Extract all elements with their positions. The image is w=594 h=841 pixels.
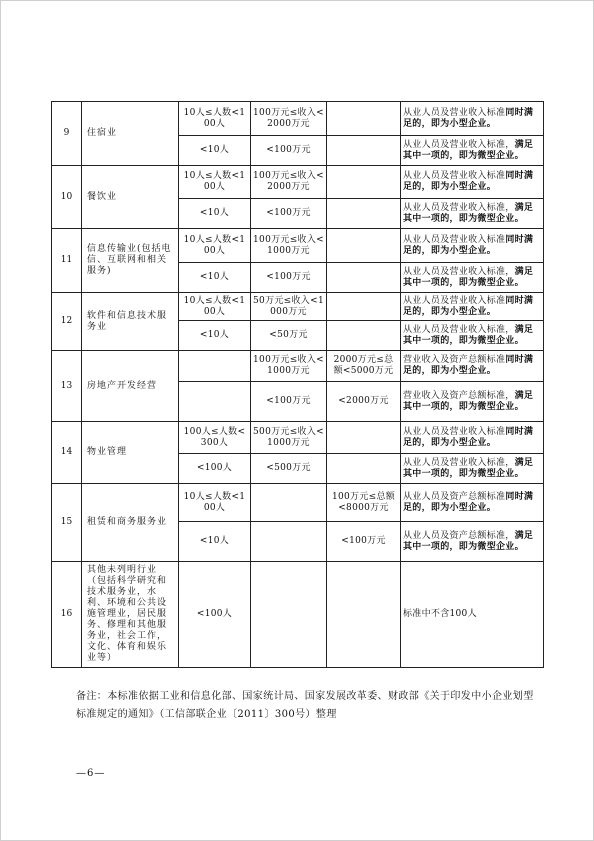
- standard-note: [401, 199, 544, 229]
- industry-name: 房地产开发经营: [82, 351, 179, 422]
- asset-criterion: [327, 321, 401, 351]
- standard-note-conclusion: 满足其中一项的，即为微型企业。: [403, 266, 534, 288]
- standard-note-text: 从业人员及资产总额标准，: [403, 530, 515, 541]
- asset-criterion: [327, 136, 401, 166]
- standard-note: [401, 229, 544, 263]
- table-row: [52, 422, 544, 454]
- employee-criterion: <10人: [179, 199, 251, 229]
- revenue-criterion: 100万元≤收入<2000万元: [251, 166, 327, 199]
- enterprise-classification-table: [51, 101, 544, 668]
- standard-note: [401, 351, 544, 382]
- standard-note-text: 营业收入及资产总额标准: [403, 355, 506, 365]
- table-row: [52, 166, 544, 199]
- employee-criterion: 100人≤人数<300人: [179, 422, 251, 454]
- table-row: [52, 484, 544, 522]
- standard-note-conclusion: 满足其中一项的，即为微型企业。: [403, 390, 534, 412]
- industry-name: 物业管理: [82, 422, 179, 484]
- standard-note-conclusion: 同时满足的，即为小型企业。: [403, 107, 534, 129]
- asset-criterion: [327, 199, 401, 229]
- standard-note-text: 从业人员及营业收入标准，: [403, 457, 515, 468]
- standard-note-text: 从业人员及营业收入标准: [403, 234, 506, 245]
- revenue-criterion: [251, 562, 327, 668]
- asset-criterion: [327, 562, 401, 668]
- standard-note: [401, 102, 544, 136]
- standard-note-text: 从业人员及营业收入标准，: [403, 202, 515, 213]
- asset-criterion: [327, 263, 401, 293]
- standard-note: 标准中不含100人: [401, 562, 544, 668]
- table-row: [52, 293, 544, 321]
- standard-note: [401, 321, 544, 351]
- industry-name: 餐饮业: [82, 166, 179, 229]
- revenue-criterion: 100万元≤收入<2000万元: [251, 102, 327, 136]
- revenue-criterion: 100万元≤收入<1000万元: [251, 351, 327, 382]
- standard-note: [401, 382, 544, 422]
- standard-note-conclusion: 同时满足的，即为小型企业。: [403, 234, 534, 256]
- standard-note-text: 营业收入及资产总额标准，: [403, 390, 515, 401]
- standard-note-text: 从业人员及资产总额标准: [403, 491, 506, 502]
- employee-criterion: <10人: [179, 522, 251, 562]
- asset-criterion: [327, 422, 401, 454]
- standard-note: [401, 454, 544, 484]
- revenue-criterion: 500万元≤收入<1000万元: [251, 422, 327, 454]
- row-number: 15: [52, 484, 82, 562]
- standard-note-conclusion: 满足其中一项的，即为微型企业。: [403, 139, 534, 161]
- standard-note: [401, 422, 544, 454]
- standard-note-conclusion: 满足其中一项的，即为微型企业。: [403, 457, 534, 479]
- table-row: [52, 562, 544, 668]
- standard-note-text: 从业人员及营业收入标准，: [403, 139, 515, 150]
- row-number: 13: [52, 351, 82, 422]
- table-row: [52, 229, 544, 263]
- asset-criterion: [327, 102, 401, 136]
- standard-note-text: 从业人员及营业收入标准: [403, 171, 506, 181]
- asset-criterion: 2000万元≤总额<5000万元: [327, 351, 401, 382]
- employee-criterion: <10人: [179, 263, 251, 293]
- employee-criterion: 10人≤人数<100人: [179, 484, 251, 522]
- asset-criterion: <100万元: [327, 522, 401, 562]
- revenue-criterion: <100万元: [251, 382, 327, 422]
- row-number: 14: [52, 422, 82, 484]
- table-row: [52, 351, 544, 382]
- employee-criterion: [179, 351, 251, 382]
- employee-criterion: 10人≤人数<100人: [179, 229, 251, 263]
- industry-name: 租赁和商务服务业: [82, 484, 179, 562]
- revenue-criterion: [251, 522, 327, 562]
- employee-criterion: <100人: [179, 454, 251, 484]
- standard-note-text: 从业人员及营业收入标准: [403, 107, 506, 118]
- standard-note-conclusion: 同时满足的，即为小型企业。: [403, 355, 534, 376]
- standard-note-conclusion: 满足其中一项的，即为微型企业。: [403, 202, 534, 224]
- standard-note: [401, 293, 544, 321]
- standard-note: [401, 522, 544, 562]
- row-number: 16: [52, 562, 82, 668]
- row-number: 12: [52, 293, 82, 351]
- industry-name: 住宿业: [82, 102, 179, 166]
- revenue-criterion: 100万元≤收入<1000万元: [251, 229, 327, 263]
- employee-criterion: <100人: [179, 562, 251, 668]
- revenue-criterion: [251, 484, 327, 522]
- employee-criterion: 10人≤人数<100人: [179, 166, 251, 199]
- standard-note: [401, 166, 544, 199]
- asset-criterion: 100万元≤总额<8000万元: [327, 484, 401, 522]
- standard-note-conclusion: 满足其中一项的，即为微型企业。: [403, 530, 534, 552]
- standard-note: [401, 136, 544, 166]
- table-row: [52, 102, 544, 136]
- asset-criterion: [327, 166, 401, 199]
- asset-criterion: [327, 454, 401, 484]
- standard-note-conclusion: 同时满足的，即为小型企业。: [403, 426, 534, 448]
- standard-note-text: 从业人员及营业收入标准，: [403, 266, 515, 277]
- asset-criterion: [327, 229, 401, 263]
- standard-note-conclusion: 同时满足的，即为小型企业。: [403, 171, 534, 192]
- standard-note-text: 从业人员及营业收入标准: [403, 426, 506, 437]
- revenue-criterion: <500万元: [251, 454, 327, 484]
- standard-note-text: 从业人员及营业收入标准，: [403, 324, 515, 335]
- standard-note-conclusion: 同时满足的，即为小型企业。: [403, 491, 534, 513]
- page-number: —6—: [76, 768, 106, 779]
- industry-name: 信息传输业(包括电信、互联网和相关服务): [82, 229, 179, 293]
- standard-note-text: 从业人员及营业收入标准: [403, 295, 506, 306]
- employee-criterion: 10人≤人数<100人: [179, 102, 251, 136]
- employee-criterion: 10人≤人数<100人: [179, 293, 251, 321]
- revenue-criterion: 50万元≤收入<1000万元: [251, 293, 327, 321]
- asset-criterion: <2000万元: [327, 382, 401, 422]
- revenue-criterion: <100万元: [251, 199, 327, 229]
- revenue-criterion: <50万元: [251, 321, 327, 351]
- industry-name: 其他未列明行业（包括科学研究和技术服务业，水利、环境和公共设施管理业，居民服务、修理和其他服务业，社会工作，文化、体育和娱乐业等）: [82, 562, 179, 668]
- employee-criterion: <10人: [179, 321, 251, 351]
- row-number: 10: [52, 166, 82, 229]
- employee-criterion: [179, 382, 251, 422]
- remark-note: 备注：本标准依据工业和信息化部、国家统计局、国家发展改革委、财政部《关于印发中小企业划型标准规定的通知》（工信部联企业〔2011〕300号）整理: [76, 691, 534, 720]
- industry-name: 软件和信息技术服务业: [82, 293, 179, 351]
- revenue-criterion: <100万元: [251, 136, 327, 166]
- standard-note-conclusion: 满足其中一项的，即为微型企业。: [403, 324, 534, 346]
- row-number: 11: [52, 229, 82, 293]
- revenue-criterion: <100万元: [251, 263, 327, 293]
- standard-note: [401, 263, 544, 293]
- asset-criterion: [327, 293, 401, 321]
- standard-note-conclusion: 同时满足的，即为小型企业。: [403, 295, 534, 317]
- standard-note: [401, 484, 544, 522]
- employee-criterion: <10人: [179, 136, 251, 166]
- row-number: 9: [52, 102, 82, 166]
